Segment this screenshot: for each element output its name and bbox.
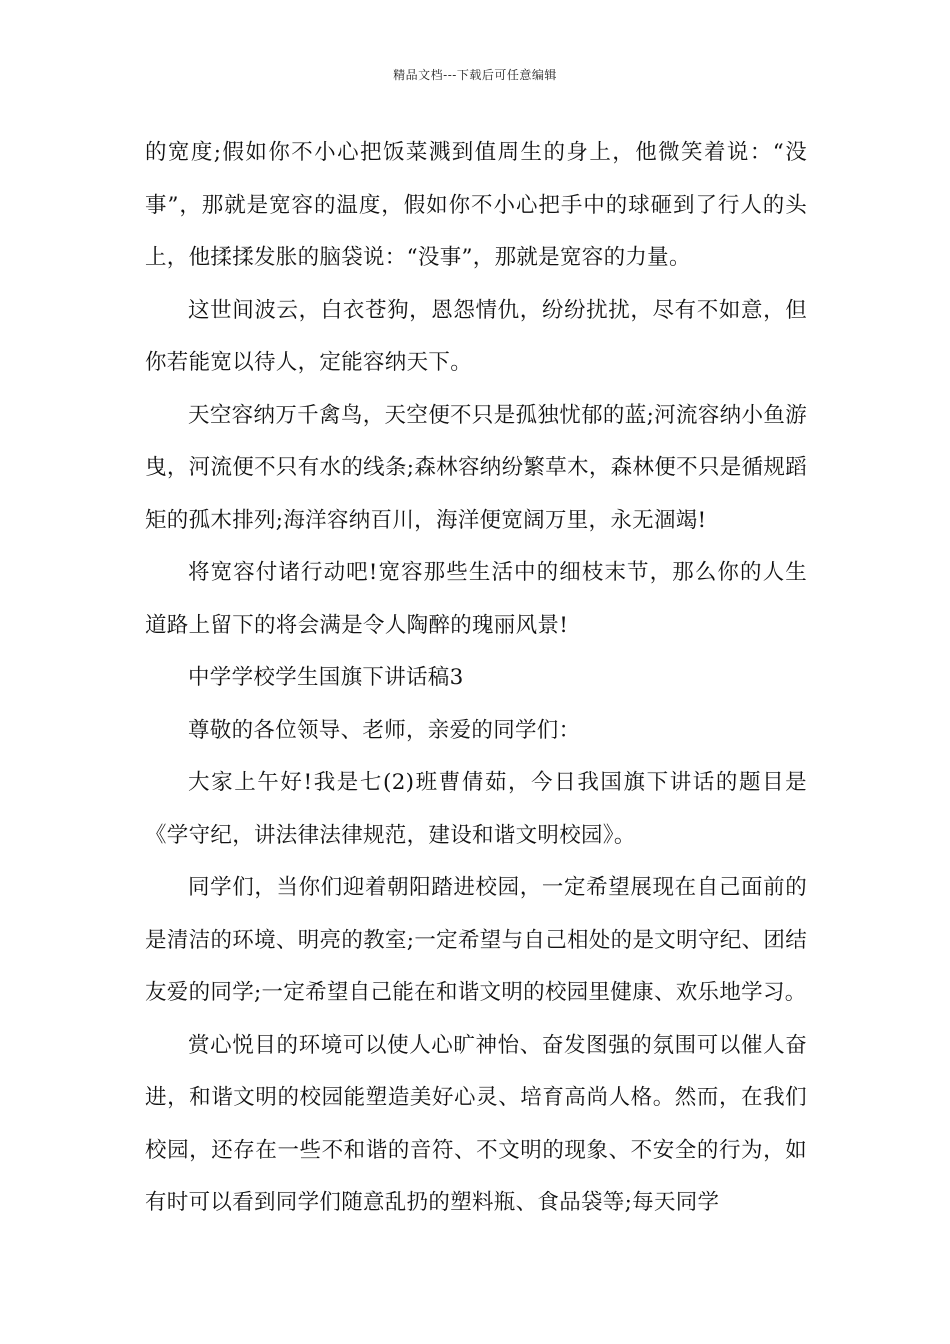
paragraph-3: 天空容纳万千禽鸟，天空便不只是孤独忧郁的蓝;河流容纳小鱼游曳，河流便不只有水的线条;森林容纳纷繁草木，森林便不只是循规蹈矩的孤木排列;海洋容纳百川，海洋便宽阔万里，永无涸竭! [145, 402, 807, 533]
paragraph-4: 将宽容付诸行动吧!宽容那些生活中的细枝末节，那么你的人生道路上留下的将会满是令人陶醉的瑰丽风景! [145, 560, 807, 638]
paragraph-2: 这世间波云，白衣苍狗，恩怨情仇，纷纷扰扰，尽有不如意，但你若能宽以待人，定能容纳天下。 [145, 297, 807, 375]
paragraph-7: 大家上午好!我是七(2)班曹倩茹，今日我国旗下讲话的题目是《学守纪，讲法律法律规范，建设和谐文明校园》。 [145, 770, 807, 848]
document-body [145, 127, 807, 1230]
paragraph-9: 赏心悦目的环境可以使人心旷神怡、奋发图强的氛围可以催人奋进，和谐文明的校园能塑造美好心灵、培育高尚人格。然而，在我们校园，还存在一些不和谐的音符、不文明的现象、不安全的行为，如有时可以看到同学们随意乱扔的塑料瓶、食品袋等;每天同学 [145, 1032, 807, 1215]
paragraph-1: 的宽度;假如你不小心把饭菜溅到值周生的身上，他微笑着说：“没事”，那就是宽容的温度，假如你不小心把手中的球砸到了行人的头上，他揉揉发胀的脑袋说：“没事”，那就是宽容的力量。 [145, 140, 807, 270]
salutation: 尊敬的各位领导、老师，亲爱的同学们： [188, 717, 581, 743]
section-heading: 中学学校学生国旗下讲话稿3 [188, 665, 464, 690]
page-header: 精品文档---下载后可任意编辑 [393, 68, 557, 82]
paragraph-8: 同学们，当你们迎着朝阳踏进校园，一定希望展现在自己面前的是清洁的环境、明亮的教室;一定希望与自己相处的是文明守纪、团结友爱的同学;一定希望自己能在和谐文明的校园里健康、欢乐地学习。 [145, 875, 807, 1005]
